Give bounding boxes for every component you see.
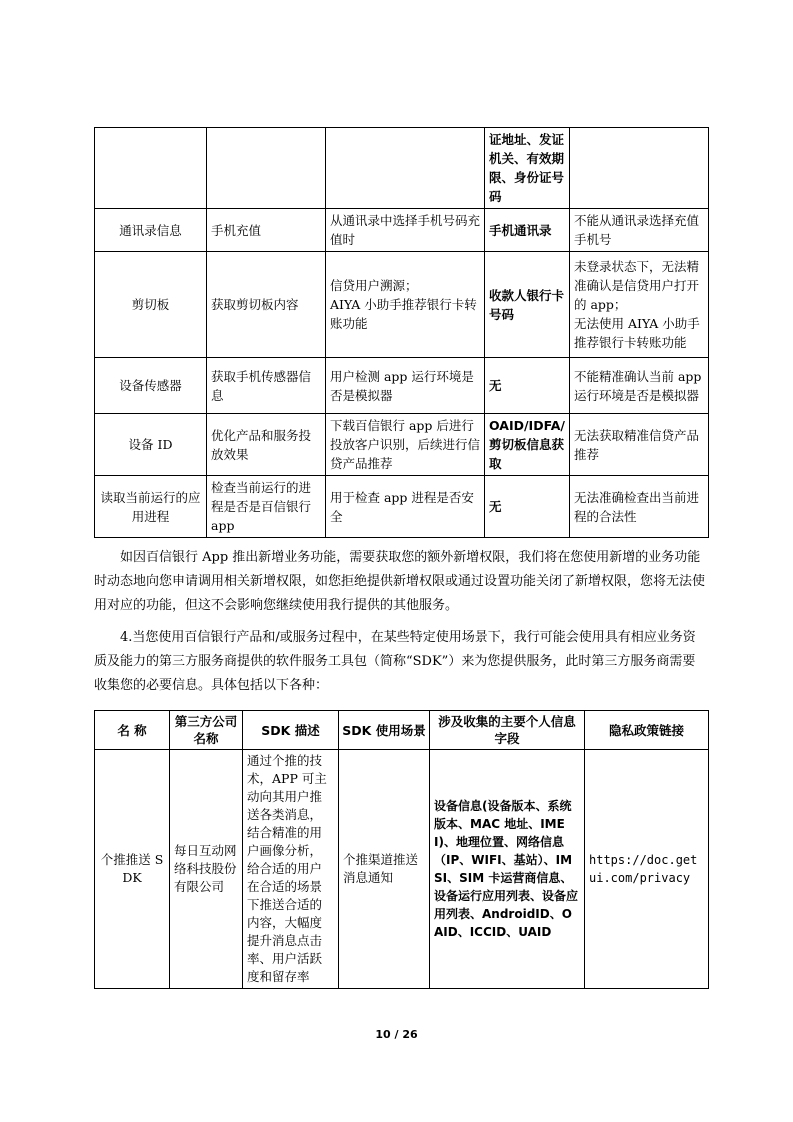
impact-cell: 无法获取精准信贷产品推荐 xyxy=(570,414,709,476)
sdk-desc-cell: 通过个推的技术，APP 可主动向其用户推送各类消息，结合精准的用户画像分析，给合适的用户在合适的场景下推送合适的内容，大幅度提升消息点击率、用户活跃度和留存率 xyxy=(243,750,339,989)
scenario-cell: 从通讯录中选择手机号码充值时 xyxy=(326,209,485,252)
header-sdk-scene: SDK 使用场景 xyxy=(339,711,430,750)
purpose-cell: 获取剪切板内容 xyxy=(207,252,326,358)
purpose-cell: 检查当前运行的进程是否是百信银行 app xyxy=(207,476,326,538)
scenario-cell: 用户检测 app 运行环境是否是模拟器 xyxy=(326,358,485,414)
page-number: 10 / 26 xyxy=(375,1028,418,1041)
header-privacy-link: 隐私政策链接 xyxy=(585,711,709,750)
sdk-privacy-link[interactable]: https://doc.getui.com/privacy xyxy=(585,750,709,989)
fields-cell: 手机通讯录 xyxy=(485,209,570,252)
impact-cell: 不能从通讯录选择充值手机号 xyxy=(570,209,709,252)
fields-cell: 证地址、发证机关、有效期限、身份证号码 xyxy=(485,128,570,209)
data-type-cell xyxy=(95,128,207,209)
data-type-cell: 通讯录信息 xyxy=(95,209,207,252)
third-party-sdk-paragraph: 4.当您使用百信银行产品和/或服务过程中，在某些特定使用场景下，我行可能会使用具有相应业务资质及能力的第三方服务商提供的软件服务工具包（简称“SDK”）来为您提供服务，此时第三方服务商需要收集您的必要信息。具体包括以下各种： xyxy=(94,630,696,693)
permissions-table xyxy=(94,127,709,538)
sdk-table-row xyxy=(95,750,709,989)
data-type-cell: 设备传感器 xyxy=(95,358,207,414)
fields-cell: OAID/IDFA/剪切板信息获取 xyxy=(485,414,570,476)
fields-cell: 无 xyxy=(485,476,570,538)
purpose-cell: 优化产品和服务投放效果 xyxy=(207,414,326,476)
header-company: 第三方公司名称 xyxy=(170,711,243,750)
sdk-table xyxy=(94,710,709,989)
header-name: 名 称 xyxy=(95,711,170,750)
fields-cell: 收款人银行卡号码 xyxy=(485,252,570,358)
permissions-table-row xyxy=(95,358,709,414)
permissions-table-row xyxy=(95,128,709,209)
scenario-cell: 用于检查 app 进程是否安全 xyxy=(326,476,485,538)
permissions-table-row xyxy=(95,209,709,252)
sdk-table-header-row xyxy=(95,711,709,750)
header-sdk-desc: SDK 描述 xyxy=(243,711,339,750)
impact-cell: 不能精准确认当前 app 运行环境是否是模拟器 xyxy=(570,358,709,414)
sdk-scene-cell: 个推渠道推送消息通知 xyxy=(339,750,430,989)
scenario-cell: 信贷用户溯源； AIYA 小助手推荐银行卡转账功能 xyxy=(326,252,485,358)
permissions-table-row xyxy=(95,252,709,358)
permissions-table-row xyxy=(95,414,709,476)
scenario-cell xyxy=(326,128,485,209)
data-type-cell: 读取当前运行的应用进程 xyxy=(95,476,207,538)
permissions-table-row xyxy=(95,476,709,538)
sdk-company-cell: 每日互动网络科技股份有限公司 xyxy=(170,750,243,989)
data-type-cell: 设备 ID xyxy=(95,414,207,476)
purpose-cell: 获取手机传感器信息 xyxy=(207,358,326,414)
header-collected-fields: 涉及收集的主要个人信息字段 xyxy=(430,711,585,750)
purpose-cell: 手机充值 xyxy=(207,209,326,252)
scenario-cell: 下载百信银行 app 后进行投放客户识别，后续进行信贷产品推荐 xyxy=(326,414,485,476)
sdk-name-cell: 个推推送 SDK xyxy=(95,750,170,989)
purpose-cell xyxy=(207,128,326,209)
impact-cell xyxy=(570,128,709,209)
new-permissions-paragraph: 如因百信银行 App 推出新增业务功能，需要获取您的额外新增权限，我们将在您使用新增的业务功能时动态地向您申请调用相关新增权限，如您拒绝提供新增权限或通过设置功能关闭了新增权限，您将无法使用对应的功能，但这不会影响您继续使用我行提供的其他服务。 xyxy=(94,550,706,613)
impact-cell: 未登录状态下，无法精准确认是信贷用户打开的 app； 无法使用 AIYA 小助手推荐银行卡转账功能 xyxy=(570,252,709,358)
sdk-fields-cell: 设备信息(设备版本、系统版本、MAC 地址、IMEI)、地理位置、网络信息（IP、WIFI、基站）、IMSI、SIM 卡运营商信息、设备运行应用列表、设备应用列表、AndroidID、OAID、ICCID、UAID xyxy=(430,750,585,989)
impact-cell: 无法准确检查出当前进程的合法性 xyxy=(570,476,709,538)
fields-cell: 无 xyxy=(485,358,570,414)
permissions-table-body xyxy=(95,128,709,538)
data-type-cell: 剪切板 xyxy=(95,252,207,358)
